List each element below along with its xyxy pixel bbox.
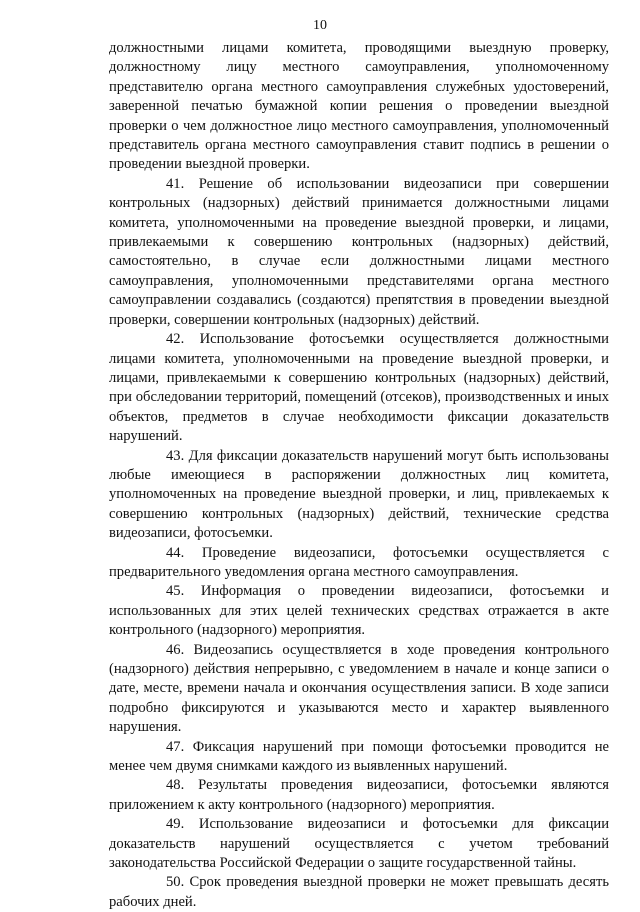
page-number: 10 (313, 18, 327, 33)
paragraph-continuation: должностными лицами комитета, проводящими выездную проверку, должностному лицу местного самоуправления, уполномоченному представителю органа местного самоуправления служебных удостоверений, заверенной печатью бумажной копии решения о проведении выездной проверки о чем должностное лицо местного самоуправления, уполномоченный представитель органа местного самоуправления ставит подпись в решении о проведении выездной проверки. (109, 40, 609, 173)
paragraph-46: 46. Видеозапись осуществляется в ходе проведения контрольного (надзорного) действия непрерывно, с уведомлением в начале и конце записи о дате, месте, времени начала и окончания осуществления записи. В ходе записи подробно фиксируются и указываются место и характер выявленного нарушения. (109, 641, 609, 736)
paragraph-48: 48. Результаты проведения видеозаписи, фотосъемки являются приложением к акту контрольного (надзорного) мероприятия. (109, 777, 609, 813)
paragraph-44: 44. Проведение видеозаписи, фотосъемки осуществляется с предварительного уведомления органа местного самоуправления. (109, 544, 609, 580)
paragraph-49: 49. Использование видеозаписи и фотосъемки для фиксации доказательств нарушений осуществляется с учетом требований законодательства Российской Федерации о защите государственной тайны. (109, 816, 609, 872)
paragraph-42: 42. Использование фотосъемки осуществляется должностными лицами комитета, уполномоченными на проведение выездной проверки, и лицами, привлекаемыми к совершению контрольных (надзорных) действий, при обследовании территорий, помещений (отсеков), производственных и иных объектов, предметов в случае необходимости фиксации доказательств нарушений. (109, 331, 609, 445)
paragraph-47: 47. Фиксация нарушений при помощи фотосъемки проводится не менее чем двумя снимками каждого из выявленных нарушений. (109, 738, 609, 775)
paragraph-45: 45. Информация о проведении видеозаписи, фотосъемки и использованных для этих целей технических средствах отражается в акте контрольного (надзорного) мероприятия. (109, 583, 609, 639)
paragraph-41: 41. Решение об использовании видеозаписи при совершении контрольных (надзорных) действий принимается должностными лицами комитета, уполномоченными на проведение выездной проверки, и лицами, привлекаемыми к совершению контрольных (надзорных) действий, самостоятельно, в случае если должностными лицами местного самоуправления, уполномоченными представителями органа местного самоуправлении создавались (создаются) препятствия в проведении выездной проверки, совершении контрольных (надзорных) действий. (109, 175, 609, 328)
document-body (109, 39, 609, 912)
paragraph-43: 43. Для фиксации доказательств нарушений могут быть использованы любые имеющиеся в распоряжении должностных лиц комитета, уполномоченных на проведение выездной проверки, и лиц, привлекаемых к совершению контрольных (надзорных) действий, технические средства видеозаписи, фотосъемки. (109, 447, 609, 542)
paragraph-50: 50. Срок проведения выездной проверки не может превышать десять рабочих дней. (109, 874, 609, 910)
